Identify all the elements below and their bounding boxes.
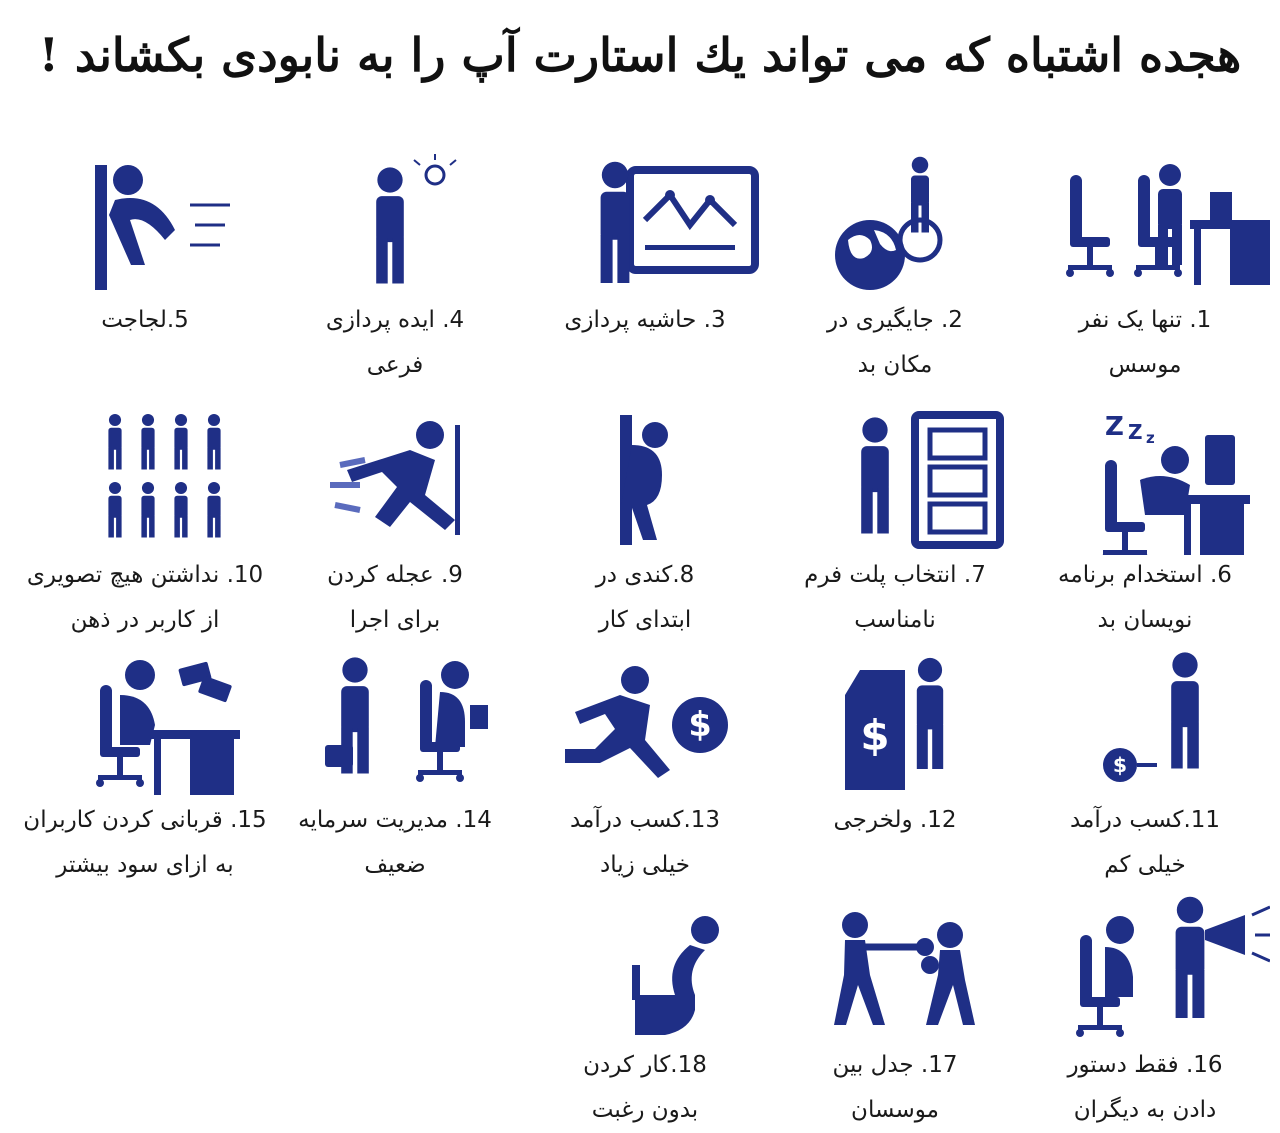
mistake-label-line1: 9. عجله کردن <box>327 562 463 588</box>
mistake-label-line2: نامناسب <box>854 607 936 633</box>
presentation-board-icon <box>520 150 770 300</box>
mistake-label-line2: از کاربر در ذهن <box>70 607 220 633</box>
mistake-label <box>10 553 280 643</box>
mistake-label-line2: به ازای سود بیشتر <box>56 852 234 878</box>
globe-wheelchair-icon <box>770 150 1020 300</box>
mistake-label-line1: 13.کسب درآمد <box>569 807 721 833</box>
mistake-label <box>260 798 530 888</box>
svg-text:$: $ <box>688 705 712 745</box>
money-bag-runner-icon <box>520 650 770 800</box>
megaphone-boss-icon <box>1020 895 1270 1045</box>
svg-text:z: z <box>1146 429 1155 447</box>
mistake-label-line1: 4. ایده پردازی <box>325 307 465 333</box>
mistake-label <box>760 298 1030 388</box>
sleeping-programmer-icon <box>1020 405 1270 555</box>
mistake-label-line2: دادن به دیگران <box>1073 1097 1217 1123</box>
wall-push-icon <box>20 150 270 300</box>
mistake-label-line1: 7. انتخاب پلت فرم <box>804 562 986 588</box>
rushing-runner-icon <box>270 405 520 555</box>
mistake-label-line1: 3. حاشیه پردازی <box>564 307 726 333</box>
mistake-label-line1: 2. جایگیری در <box>827 307 963 333</box>
mistake-label-line1: 10. نداشتن هیچ تصویری <box>26 562 264 588</box>
mistake-label-line1: 11.کسب درآمد <box>1069 807 1221 833</box>
mistake-label <box>510 1043 780 1133</box>
mistake-label <box>760 553 1030 643</box>
svg-text:Z: Z <box>1128 420 1143 444</box>
mistake-label <box>10 798 280 888</box>
svg-text:$: $ <box>860 711 890 760</box>
idea-bulb-icon <box>270 150 520 300</box>
mistake-label <box>760 1043 1030 1133</box>
mistake-label <box>260 553 530 643</box>
mistake-label-line2: بدون رغبت <box>591 1097 699 1123</box>
mistake-label <box>760 798 1030 843</box>
mistake-label-line2: ضعیف <box>364 852 426 878</box>
mistake-label-line2: موسسان <box>851 1097 939 1123</box>
mistake-label <box>1010 298 1280 388</box>
mistake-label-line2: برای اجرا <box>349 607 441 633</box>
mistake-label-line1: 8.کندی در <box>595 562 695 588</box>
slow-start-icon <box>520 405 770 555</box>
money-desk-icon <box>20 650 270 800</box>
svg-text:Z: Z <box>1105 412 1124 442</box>
mistake-label-line2: فرعی <box>366 352 424 378</box>
page-title: هجده اشتباه که می تواند یك استارت آپ را به نابودی بکشاند ! <box>38 28 1242 82</box>
mistake-label <box>260 298 530 388</box>
mistake-label-line1: 6. استخدام برنامه <box>1058 562 1232 588</box>
mistake-label <box>10 298 280 343</box>
mistake-label-line1: 18.کار کردن <box>583 1052 707 1078</box>
mistake-label-line1: 5.لجاجت <box>101 307 189 333</box>
atm-spending-icon <box>770 650 1020 800</box>
mistake-label-line1: 15. قربانی کردن کاربران <box>23 807 267 833</box>
mistake-label <box>1010 553 1280 643</box>
mistake-label <box>1010 1043 1280 1133</box>
mistake-label-line1: 12. ولخرجی <box>833 807 957 833</box>
svg-text:$: $ <box>1112 752 1128 777</box>
mistake-label <box>510 298 780 343</box>
mistake-label-line1: 1. تنها یک نفر <box>1078 307 1212 333</box>
mistake-label-line1: 17. جدل بین <box>832 1052 958 1078</box>
boxing-founders-icon <box>770 895 1020 1045</box>
mistake-label-line2: خیلی کم <box>1104 852 1186 878</box>
mistake-label-line2: موسس <box>1108 352 1182 378</box>
mistake-label <box>510 553 780 643</box>
mistake-label-line2: ابتدای کار <box>598 607 692 633</box>
user-crowd-icon <box>20 405 270 555</box>
mistake-label-line1: 16. فقط دستور <box>1067 1052 1223 1078</box>
mistake-label-line2: خیلی زیاد <box>599 852 690 878</box>
server-rack-icon <box>770 405 1020 555</box>
mistake-label <box>1010 798 1280 888</box>
mistake-label-line2: مکان بد <box>857 352 933 378</box>
mistake-label-line1: 14. مدیریت سرمایه <box>298 807 492 833</box>
reluctant-worker-icon <box>520 895 770 1045</box>
ball-chain-icon <box>1020 650 1270 800</box>
investor-meeting-icon <box>270 650 520 800</box>
solo-founder-icon <box>1020 150 1270 300</box>
mistake-label <box>510 798 780 888</box>
mistake-label-line2: نویسان بد <box>1097 607 1193 633</box>
